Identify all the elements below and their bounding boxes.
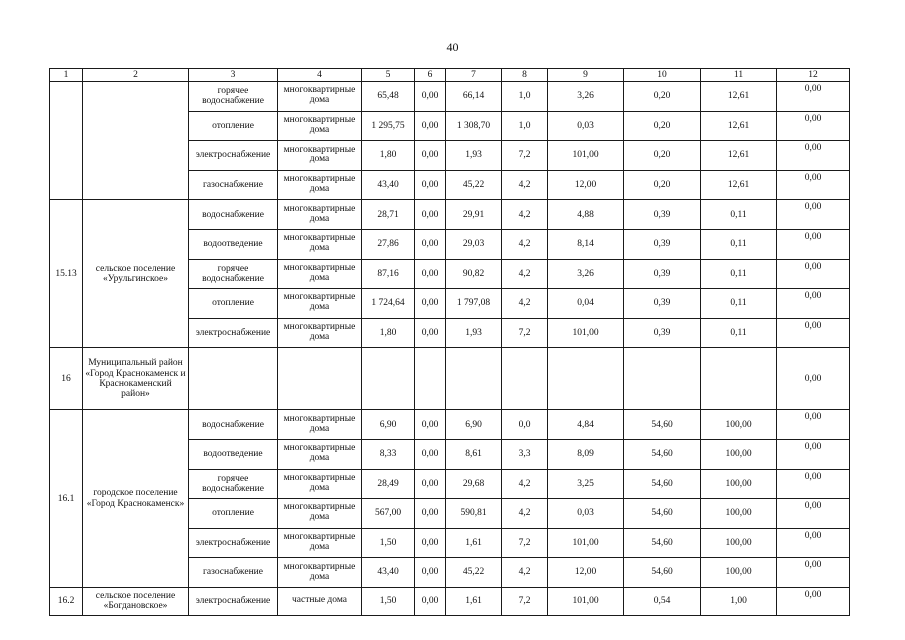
settlement-cell: городское поселение «Город Краснокаменск» [83,410,189,588]
value-cell: 100,00 [701,499,777,529]
value-cell: 12,00 [548,558,624,588]
housing-type-cell: многоквартирные дома [278,141,362,171]
row-number-cell: 16 [50,348,83,410]
value-cell: 54,60 [624,558,701,588]
value-cell: 0,00 [415,469,446,499]
value-cell: 0,11 [701,259,777,289]
value-cell: 0,00 [777,469,850,499]
value-cell: 0,11 [701,229,777,259]
housing-type-cell: многоквартирные дома [278,318,362,348]
resource-cell: водоснабжение [189,410,278,440]
value-cell: 65,48 [362,82,415,112]
value-cell: 567,00 [362,499,415,529]
value-cell [446,348,502,410]
value-cell: 43,40 [362,170,415,200]
value-cell: 0,11 [701,200,777,230]
value-cell: 0,00 [415,499,446,529]
settlement-cell [83,82,189,200]
value-cell: 1,93 [446,318,502,348]
value-cell: 0,00 [777,200,850,230]
resource-cell: отопление [189,499,278,529]
value-cell: 45,22 [446,558,502,588]
value-cell: 0,39 [624,259,701,289]
settlement-cell: сельское поселение «Урульгинское» [83,200,189,348]
value-cell: 0,00 [777,528,850,558]
value-cell: 66,14 [446,82,502,112]
value-cell: 101,00 [548,141,624,171]
value-cell: 100,00 [701,439,777,469]
value-cell: 0,00 [777,289,850,319]
value-cell: 54,60 [624,439,701,469]
value-cell: 101,00 [548,318,624,348]
resource-cell: водоснабжение [189,200,278,230]
value-cell: 0,11 [701,318,777,348]
value-cell: 8,09 [548,439,624,469]
value-cell: 3,26 [548,82,624,112]
value-cell: 0,00 [777,318,850,348]
header-cell: 1 [50,69,83,82]
value-cell: 6,90 [446,410,502,440]
value-cell: 0,00 [415,200,446,230]
value-cell: 8,14 [548,229,624,259]
value-cell: 4,2 [502,558,548,588]
table-row [50,410,850,440]
header-cell: 8 [502,69,548,82]
value-cell: 28,49 [362,469,415,499]
value-cell: 7,2 [502,318,548,348]
value-cell: 1,80 [362,318,415,348]
resource-cell: горячее водоснабжение [189,82,278,112]
value-cell: 1 308,70 [446,111,502,141]
value-cell: 0,11 [701,289,777,319]
value-cell: 4,2 [502,499,548,529]
value-cell: 0,00 [777,410,850,440]
value-cell [362,348,415,410]
resource-cell: электроснабжение [189,141,278,171]
header-cell: 4 [278,69,362,82]
value-cell: 28,71 [362,200,415,230]
value-cell: 87,16 [362,259,415,289]
value-cell: 45,22 [446,170,502,200]
value-cell: 4,2 [502,469,548,499]
value-cell: 0,00 [777,170,850,200]
value-cell: 1,0 [502,111,548,141]
resource-cell: отопление [189,289,278,319]
value-cell: 0,39 [624,229,701,259]
page-number: 40 [446,40,459,54]
row-number-cell: 16.1 [50,410,83,588]
value-cell: 0,00 [777,499,850,529]
value-cell: 1,93 [446,141,502,171]
header-row [50,69,850,82]
housing-type-cell: многоквартирные дома [278,170,362,200]
header-cell: 2 [83,69,189,82]
value-cell: 3,26 [548,259,624,289]
housing-type-cell: многоквартирные дома [278,558,362,588]
tariff-table [49,68,850,616]
value-cell: 4,88 [548,200,624,230]
value-cell: 6,90 [362,410,415,440]
value-cell: 590,81 [446,499,502,529]
value-cell: 1,61 [446,587,502,615]
value-cell: 12,61 [701,141,777,171]
value-cell: 29,91 [446,200,502,230]
value-cell: 1,00 [701,587,777,615]
housing-type-cell: многоквартирные дома [278,82,362,112]
value-cell: 101,00 [548,528,624,558]
header-cell: 7 [446,69,502,82]
value-cell: 1,61 [446,528,502,558]
resource-cell: горячее водоснабжение [189,259,278,289]
resource-cell: горячее водоснабжение [189,469,278,499]
value-cell: 0,03 [548,111,624,141]
value-cell: 100,00 [701,528,777,558]
value-cell: 1,0 [502,82,548,112]
value-cell: 4,2 [502,259,548,289]
value-cell: 100,00 [701,469,777,499]
value-cell: 4,2 [502,200,548,230]
housing-type-cell: частные дома [278,587,362,615]
value-cell: 29,68 [446,469,502,499]
header-cell: 3 [189,69,278,82]
header-cell: 10 [624,69,701,82]
settlement-cell: Муниципальный район «Город Краснокаменск и Краснокаменский район» [83,348,189,410]
value-cell: 100,00 [701,410,777,440]
value-cell: 3,3 [502,439,548,469]
value-cell: 54,60 [624,469,701,499]
value-cell: 4,84 [548,410,624,440]
housing-type-cell: многоквартирные дома [278,499,362,529]
value-cell: 0,00 [777,259,850,289]
value-cell: 1,50 [362,587,415,615]
settlement-cell: сельское поселение «Богдановское» [83,587,189,615]
value-cell: 0,00 [415,587,446,615]
value-cell: 0,00 [777,558,850,588]
value-cell: 0,00 [415,318,446,348]
header-cell: 9 [548,69,624,82]
value-cell: 0,00 [415,170,446,200]
value-cell: 8,33 [362,439,415,469]
header-cell: 12 [777,69,850,82]
value-cell: 1,50 [362,528,415,558]
value-cell: 0,00 [415,439,446,469]
resource-cell: электроснабжение [189,587,278,615]
value-cell: 0,39 [624,318,701,348]
value-cell: 0,00 [777,229,850,259]
resource-cell: газоснабжение [189,170,278,200]
value-cell: 0,00 [415,528,446,558]
value-cell: 3,25 [548,469,624,499]
value-cell: 27,86 [362,229,415,259]
header-cell: 11 [701,69,777,82]
value-cell: 7,2 [502,528,548,558]
resource-cell: водоотведение [189,439,278,469]
value-cell [502,348,548,410]
value-cell: 54,60 [624,499,701,529]
value-cell: 1 724,64 [362,289,415,319]
table-row [50,200,850,230]
value-cell: 0,00 [415,141,446,171]
value-cell: 54,60 [624,410,701,440]
value-cell: 0,20 [624,82,701,112]
resource-cell: газоснабжение [189,558,278,588]
housing-type-cell: многоквартирные дома [278,200,362,230]
value-cell: 7,2 [502,587,548,615]
value-cell [415,348,446,410]
value-cell: 0,00 [415,259,446,289]
housing-type-cell: многоквартирные дома [278,528,362,558]
value-cell: 0,00 [415,229,446,259]
value-cell: 0,00 [415,82,446,112]
value-cell: 101,00 [548,587,624,615]
value-cell: 1 295,75 [362,111,415,141]
resource-cell: водоотведение [189,229,278,259]
value-cell: 12,61 [701,170,777,200]
value-cell: 29,03 [446,229,502,259]
resource-cell: электроснабжение [189,528,278,558]
housing-type-cell: многоквартирные дома [278,111,362,141]
value-cell: 12,61 [701,82,777,112]
value-cell: 12,61 [701,111,777,141]
value-cell: 0,00 [777,439,850,469]
value-cell: 0,00 [415,410,446,440]
resource-cell [189,348,278,410]
value-cell: 0,20 [624,141,701,171]
value-cell: 0,39 [624,289,701,319]
value-cell: 4,2 [502,289,548,319]
value-cell: 0,20 [624,111,701,141]
value-cell: 0,54 [624,587,701,615]
value-cell: 0,00 [777,141,850,171]
housing-type-cell: многоквартирные дома [278,289,362,319]
value-cell: 4,2 [502,170,548,200]
table-row [50,348,850,410]
value-cell: 0,0 [502,410,548,440]
housing-type-cell: многоквартирные дома [278,439,362,469]
header-cell: 6 [415,69,446,82]
value-cell: 4,2 [502,229,548,259]
housing-type-cell: многоквартирные дома [278,410,362,440]
housing-type-cell: многоквартирные дома [278,229,362,259]
housing-type-cell: многоквартирные дома [278,259,362,289]
resource-cell: электроснабжение [189,318,278,348]
value-cell: 100,00 [701,558,777,588]
value-cell: 43,40 [362,558,415,588]
value-cell: 0,00 [777,348,850,410]
row-number-cell: 15.13 [50,200,83,348]
value-cell: 0,00 [415,289,446,319]
value-cell: 0,00 [415,558,446,588]
value-cell: 0,03 [548,499,624,529]
value-cell: 90,82 [446,259,502,289]
value-cell: 1 797,08 [446,289,502,319]
value-cell: 54,60 [624,528,701,558]
value-cell: 0,00 [415,111,446,141]
value-cell: 1,80 [362,141,415,171]
header-cell: 5 [362,69,415,82]
value-cell [624,348,701,410]
value-cell [548,348,624,410]
row-number-cell [50,82,83,200]
table-row [50,587,850,615]
value-cell: 12,00 [548,170,624,200]
housing-type-cell: многоквартирные дома [278,469,362,499]
value-cell: 8,61 [446,439,502,469]
row-number-cell: 16.2 [50,587,83,615]
value-cell: 0,39 [624,200,701,230]
value-cell: 0,00 [777,587,850,615]
resource-cell: отопление [189,111,278,141]
value-cell [701,348,777,410]
value-cell: 0,04 [548,289,624,319]
value-cell: 0,20 [624,170,701,200]
housing-type-cell [278,348,362,410]
value-cell: 7,2 [502,141,548,171]
value-cell: 0,00 [777,82,850,112]
table-row [50,82,850,112]
value-cell: 0,00 [777,111,850,141]
